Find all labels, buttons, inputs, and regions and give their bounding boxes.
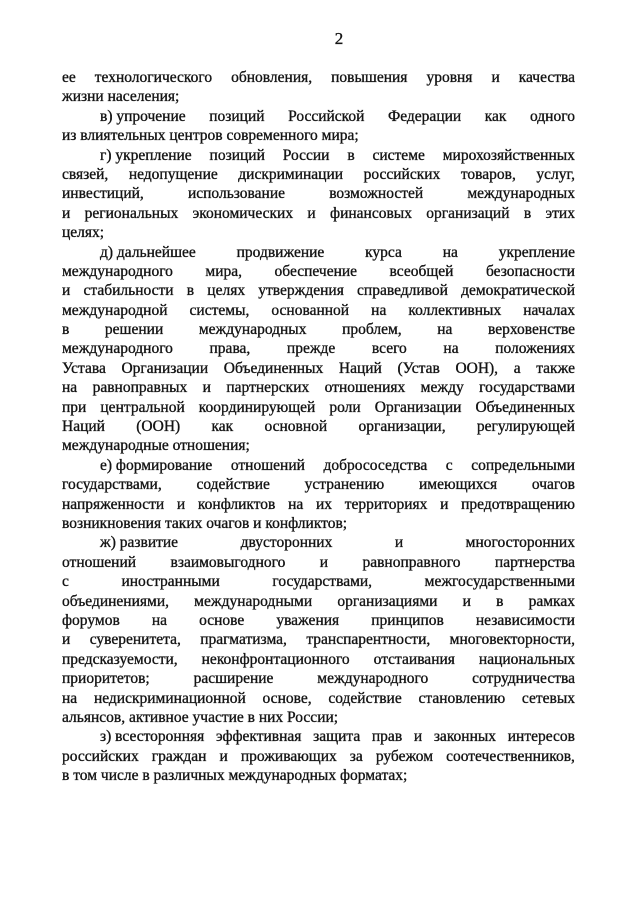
word: уровня bbox=[426, 69, 473, 86]
word: коллективных bbox=[408, 301, 502, 319]
word: также bbox=[536, 359, 575, 377]
text-line bbox=[62, 281, 575, 300]
word: использование bbox=[187, 185, 286, 203]
word: сопредельными bbox=[471, 456, 575, 474]
word: основе, bbox=[262, 689, 312, 707]
word: партнерских bbox=[226, 379, 310, 397]
word: российских bbox=[62, 747, 139, 765]
text-line bbox=[62, 146, 575, 165]
word: справедливой bbox=[357, 282, 448, 300]
text-line bbox=[62, 747, 575, 766]
paragraph-e bbox=[62, 456, 575, 534]
word: системе bbox=[372, 146, 425, 164]
word: многовекторности, bbox=[449, 631, 575, 649]
word: (Устав bbox=[397, 359, 440, 377]
word: сотрудничества bbox=[472, 670, 575, 688]
word: положениях bbox=[495, 340, 575, 358]
text-line bbox=[62, 243, 575, 262]
word: системы, bbox=[189, 301, 250, 319]
word: ж) развитие bbox=[100, 534, 179, 552]
word: организациями bbox=[337, 592, 438, 610]
word: граждан bbox=[151, 747, 207, 765]
text-line bbox=[62, 359, 575, 378]
word: одного bbox=[529, 107, 575, 125]
word: международного bbox=[62, 262, 173, 280]
word: центральной bbox=[100, 398, 185, 416]
word: и bbox=[413, 728, 423, 746]
word: напряженности bbox=[62, 495, 165, 513]
word: региональных bbox=[84, 204, 179, 222]
text-line bbox=[62, 611, 575, 630]
paragraph-d bbox=[62, 243, 575, 456]
word: регулирующей bbox=[476, 418, 575, 436]
word: устранению bbox=[304, 476, 385, 494]
word: за bbox=[349, 747, 363, 765]
word: Российской bbox=[288, 107, 365, 125]
word: международных bbox=[198, 321, 307, 339]
page-number: 2 bbox=[334, 29, 344, 48]
word: международной bbox=[62, 301, 168, 319]
word: Организации bbox=[121, 359, 209, 377]
word: сетевых bbox=[521, 689, 575, 707]
text-line: целях; bbox=[62, 224, 105, 242]
word: государствами, bbox=[62, 476, 162, 494]
word: и bbox=[307, 204, 316, 222]
word: и bbox=[440, 495, 449, 513]
text-line bbox=[62, 495, 575, 514]
word: Наций bbox=[338, 359, 382, 377]
word: многосторонних bbox=[465, 534, 575, 552]
text-line bbox=[62, 398, 575, 417]
text-line bbox=[62, 417, 575, 436]
word: основной bbox=[264, 418, 328, 436]
text-line bbox=[62, 630, 575, 649]
word: и bbox=[394, 534, 404, 552]
word: повышения bbox=[331, 69, 408, 86]
word: двусторонних bbox=[240, 534, 333, 552]
word: прежде bbox=[286, 340, 336, 358]
word: интересов bbox=[507, 728, 575, 746]
word: мирохозяйственных bbox=[442, 146, 575, 164]
word: проживающих bbox=[240, 747, 337, 765]
word: с bbox=[445, 456, 453, 474]
word: как bbox=[211, 418, 234, 436]
word: недопущение bbox=[128, 165, 218, 183]
word: на bbox=[62, 689, 78, 707]
word: международных bbox=[467, 185, 575, 203]
word: демократической bbox=[461, 282, 575, 300]
paragraph-z bbox=[62, 727, 575, 785]
word: защита bbox=[313, 728, 361, 746]
word: прав bbox=[371, 728, 403, 746]
word: дискриминации bbox=[238, 165, 344, 183]
word: г) укрепление bbox=[100, 146, 192, 164]
text-line bbox=[62, 592, 575, 611]
word: и bbox=[202, 379, 211, 397]
word: курса bbox=[365, 243, 402, 261]
word: ее bbox=[62, 69, 76, 86]
text-line bbox=[62, 184, 575, 203]
word: государствами bbox=[479, 379, 575, 397]
word: Объединенных bbox=[223, 359, 324, 377]
word: в bbox=[62, 321, 70, 339]
word: на bbox=[371, 301, 387, 319]
text-line: международные отношения; bbox=[62, 437, 250, 455]
text-line bbox=[62, 378, 575, 397]
word: и bbox=[62, 282, 71, 300]
text-line bbox=[62, 689, 575, 708]
word: расширение bbox=[193, 670, 274, 688]
word: международного bbox=[317, 670, 429, 688]
word: и bbox=[219, 747, 228, 765]
word: е) формирование bbox=[100, 456, 213, 474]
word: организации, bbox=[358, 418, 446, 436]
word: транспарентности, bbox=[306, 631, 431, 649]
word: рамках bbox=[528, 592, 575, 610]
word: отношениях bbox=[324, 379, 406, 397]
word: этих bbox=[545, 204, 575, 222]
word: Наций bbox=[62, 418, 105, 436]
word: возможностей bbox=[329, 185, 424, 203]
word: права, bbox=[209, 340, 251, 358]
word: а bbox=[513, 359, 521, 377]
text-line bbox=[62, 727, 575, 746]
word: организаций bbox=[426, 204, 510, 222]
text-line bbox=[62, 669, 575, 688]
word: в bbox=[347, 146, 355, 164]
word: недискриминационной bbox=[93, 689, 246, 707]
text-line: жизни населения; bbox=[62, 88, 180, 106]
word: России bbox=[282, 146, 330, 164]
word: содействие bbox=[196, 476, 270, 494]
word: д) дальнейшее bbox=[100, 243, 196, 261]
word: стабильности bbox=[83, 282, 174, 300]
word: отношений bbox=[230, 456, 305, 474]
word: позиций bbox=[209, 107, 265, 125]
word: соотечественников, bbox=[446, 747, 575, 765]
word: верховенстве bbox=[488, 321, 575, 339]
word: предсказуемости, bbox=[62, 650, 178, 668]
word: экономических bbox=[192, 204, 294, 222]
text-line bbox=[62, 475, 575, 494]
word: и bbox=[176, 495, 186, 513]
word: технологического bbox=[94, 69, 213, 86]
word: з) всесторонняя bbox=[100, 728, 205, 746]
word: принципов bbox=[371, 611, 444, 629]
word: Организации bbox=[374, 398, 462, 416]
word: форумов bbox=[62, 611, 120, 629]
text-line bbox=[62, 650, 575, 669]
word: в bbox=[523, 204, 532, 222]
word: рубежом bbox=[375, 747, 434, 765]
word: Устава bbox=[62, 359, 106, 377]
word: основе bbox=[199, 611, 245, 629]
word: содействие bbox=[328, 689, 402, 707]
word: имеющихся bbox=[419, 476, 498, 494]
word: Объединенных bbox=[475, 398, 575, 416]
word: основанной bbox=[271, 301, 350, 319]
word: приоритетов; bbox=[62, 670, 150, 688]
word: неконфронтационного bbox=[201, 650, 350, 668]
word: равноправного bbox=[362, 553, 461, 571]
word: и bbox=[462, 592, 471, 610]
word: эффективная bbox=[215, 728, 302, 746]
text-line bbox=[62, 107, 575, 126]
word: обеспечение bbox=[274, 262, 358, 280]
word: законных bbox=[433, 728, 497, 746]
word: и bbox=[491, 69, 500, 86]
word: мира, bbox=[205, 262, 243, 280]
word: на bbox=[443, 340, 459, 358]
text-line bbox=[62, 553, 575, 572]
word: их bbox=[315, 495, 332, 513]
word: в bbox=[496, 592, 504, 610]
word: услуг, bbox=[536, 165, 575, 183]
word: международными bbox=[194, 592, 313, 610]
word: координирующей bbox=[198, 398, 316, 416]
text-line: альянсов, активное участие в них России; bbox=[62, 708, 339, 726]
word: решении bbox=[104, 321, 164, 339]
word: суверенитета, bbox=[89, 631, 181, 649]
word: (ООН) bbox=[136, 418, 181, 436]
word: на bbox=[151, 611, 168, 629]
text-line bbox=[62, 456, 575, 475]
text-line bbox=[62, 320, 575, 339]
word: становлению bbox=[418, 689, 506, 707]
word: как bbox=[484, 107, 507, 125]
word: обновления, bbox=[231, 69, 313, 86]
word: объединениями, bbox=[62, 592, 169, 610]
text-line bbox=[62, 339, 575, 358]
word: уважения bbox=[276, 611, 340, 629]
paragraph-g bbox=[62, 146, 575, 243]
word: связей, bbox=[62, 165, 109, 183]
word: между bbox=[420, 379, 464, 397]
word: в bbox=[186, 282, 195, 300]
paragraph-continuation bbox=[62, 68, 575, 107]
word: роли bbox=[329, 398, 361, 416]
word: прагматизма, bbox=[200, 631, 287, 649]
word: финансовых bbox=[330, 204, 412, 222]
word: на bbox=[62, 379, 78, 397]
word: межгосударственными bbox=[424, 573, 575, 591]
word: инвестиций, bbox=[62, 185, 144, 203]
word: началах bbox=[523, 301, 575, 319]
word: качества bbox=[518, 69, 575, 86]
word: отстаивания bbox=[373, 650, 455, 668]
word: всего bbox=[371, 340, 407, 358]
text-line bbox=[62, 204, 575, 223]
word: с bbox=[62, 573, 69, 591]
document-body bbox=[62, 68, 575, 785]
word: целях bbox=[207, 282, 246, 300]
word: проблем, bbox=[342, 321, 402, 339]
word: партнерства bbox=[494, 553, 575, 571]
word: национальных bbox=[478, 650, 575, 668]
word: позиций bbox=[209, 146, 265, 164]
word: независимости bbox=[475, 611, 575, 629]
word: на bbox=[288, 495, 304, 513]
word: добрососедства bbox=[323, 456, 428, 474]
word: на bbox=[442, 243, 458, 261]
word: российских bbox=[363, 165, 441, 183]
word: государствами, bbox=[272, 573, 373, 591]
text-line bbox=[62, 262, 575, 281]
word: товаров, bbox=[460, 165, 516, 183]
word: в) упрочение bbox=[100, 107, 186, 125]
word: и bbox=[62, 631, 71, 649]
word: укрепление bbox=[498, 243, 575, 261]
word: Федерации bbox=[388, 107, 462, 125]
text-line: в том числе в различных международных форматах; bbox=[62, 767, 408, 785]
word: иностранными bbox=[121, 573, 220, 591]
text-line: из влиятельных центров современного мира; bbox=[62, 127, 359, 145]
word: и bbox=[62, 204, 71, 222]
word: на bbox=[437, 321, 453, 339]
word: территориях bbox=[344, 495, 428, 513]
text-line bbox=[62, 165, 575, 184]
word: утверждения bbox=[258, 282, 344, 300]
word: предотвращению bbox=[461, 495, 575, 513]
text-line bbox=[62, 301, 575, 320]
word: продвижение bbox=[236, 243, 325, 261]
word: международного bbox=[62, 340, 173, 358]
paragraph-zh bbox=[62, 533, 575, 727]
paragraph-v bbox=[62, 107, 575, 146]
word: всеобщей bbox=[389, 262, 454, 280]
word: очагов bbox=[531, 476, 575, 494]
text-line bbox=[62, 533, 575, 552]
text-line: возникновения таких очагов и конфликтов; bbox=[62, 514, 348, 532]
word: равноправных bbox=[92, 379, 188, 397]
word: при bbox=[62, 398, 87, 416]
word: ООН), bbox=[455, 359, 499, 377]
word: и bbox=[319, 553, 329, 571]
text-line bbox=[62, 572, 575, 591]
word: безопасности bbox=[485, 262, 575, 280]
word: взаимовыгодного bbox=[170, 553, 286, 571]
word: отношений bbox=[62, 553, 137, 571]
word: конфликтов bbox=[197, 495, 276, 513]
text-line bbox=[62, 68, 575, 87]
